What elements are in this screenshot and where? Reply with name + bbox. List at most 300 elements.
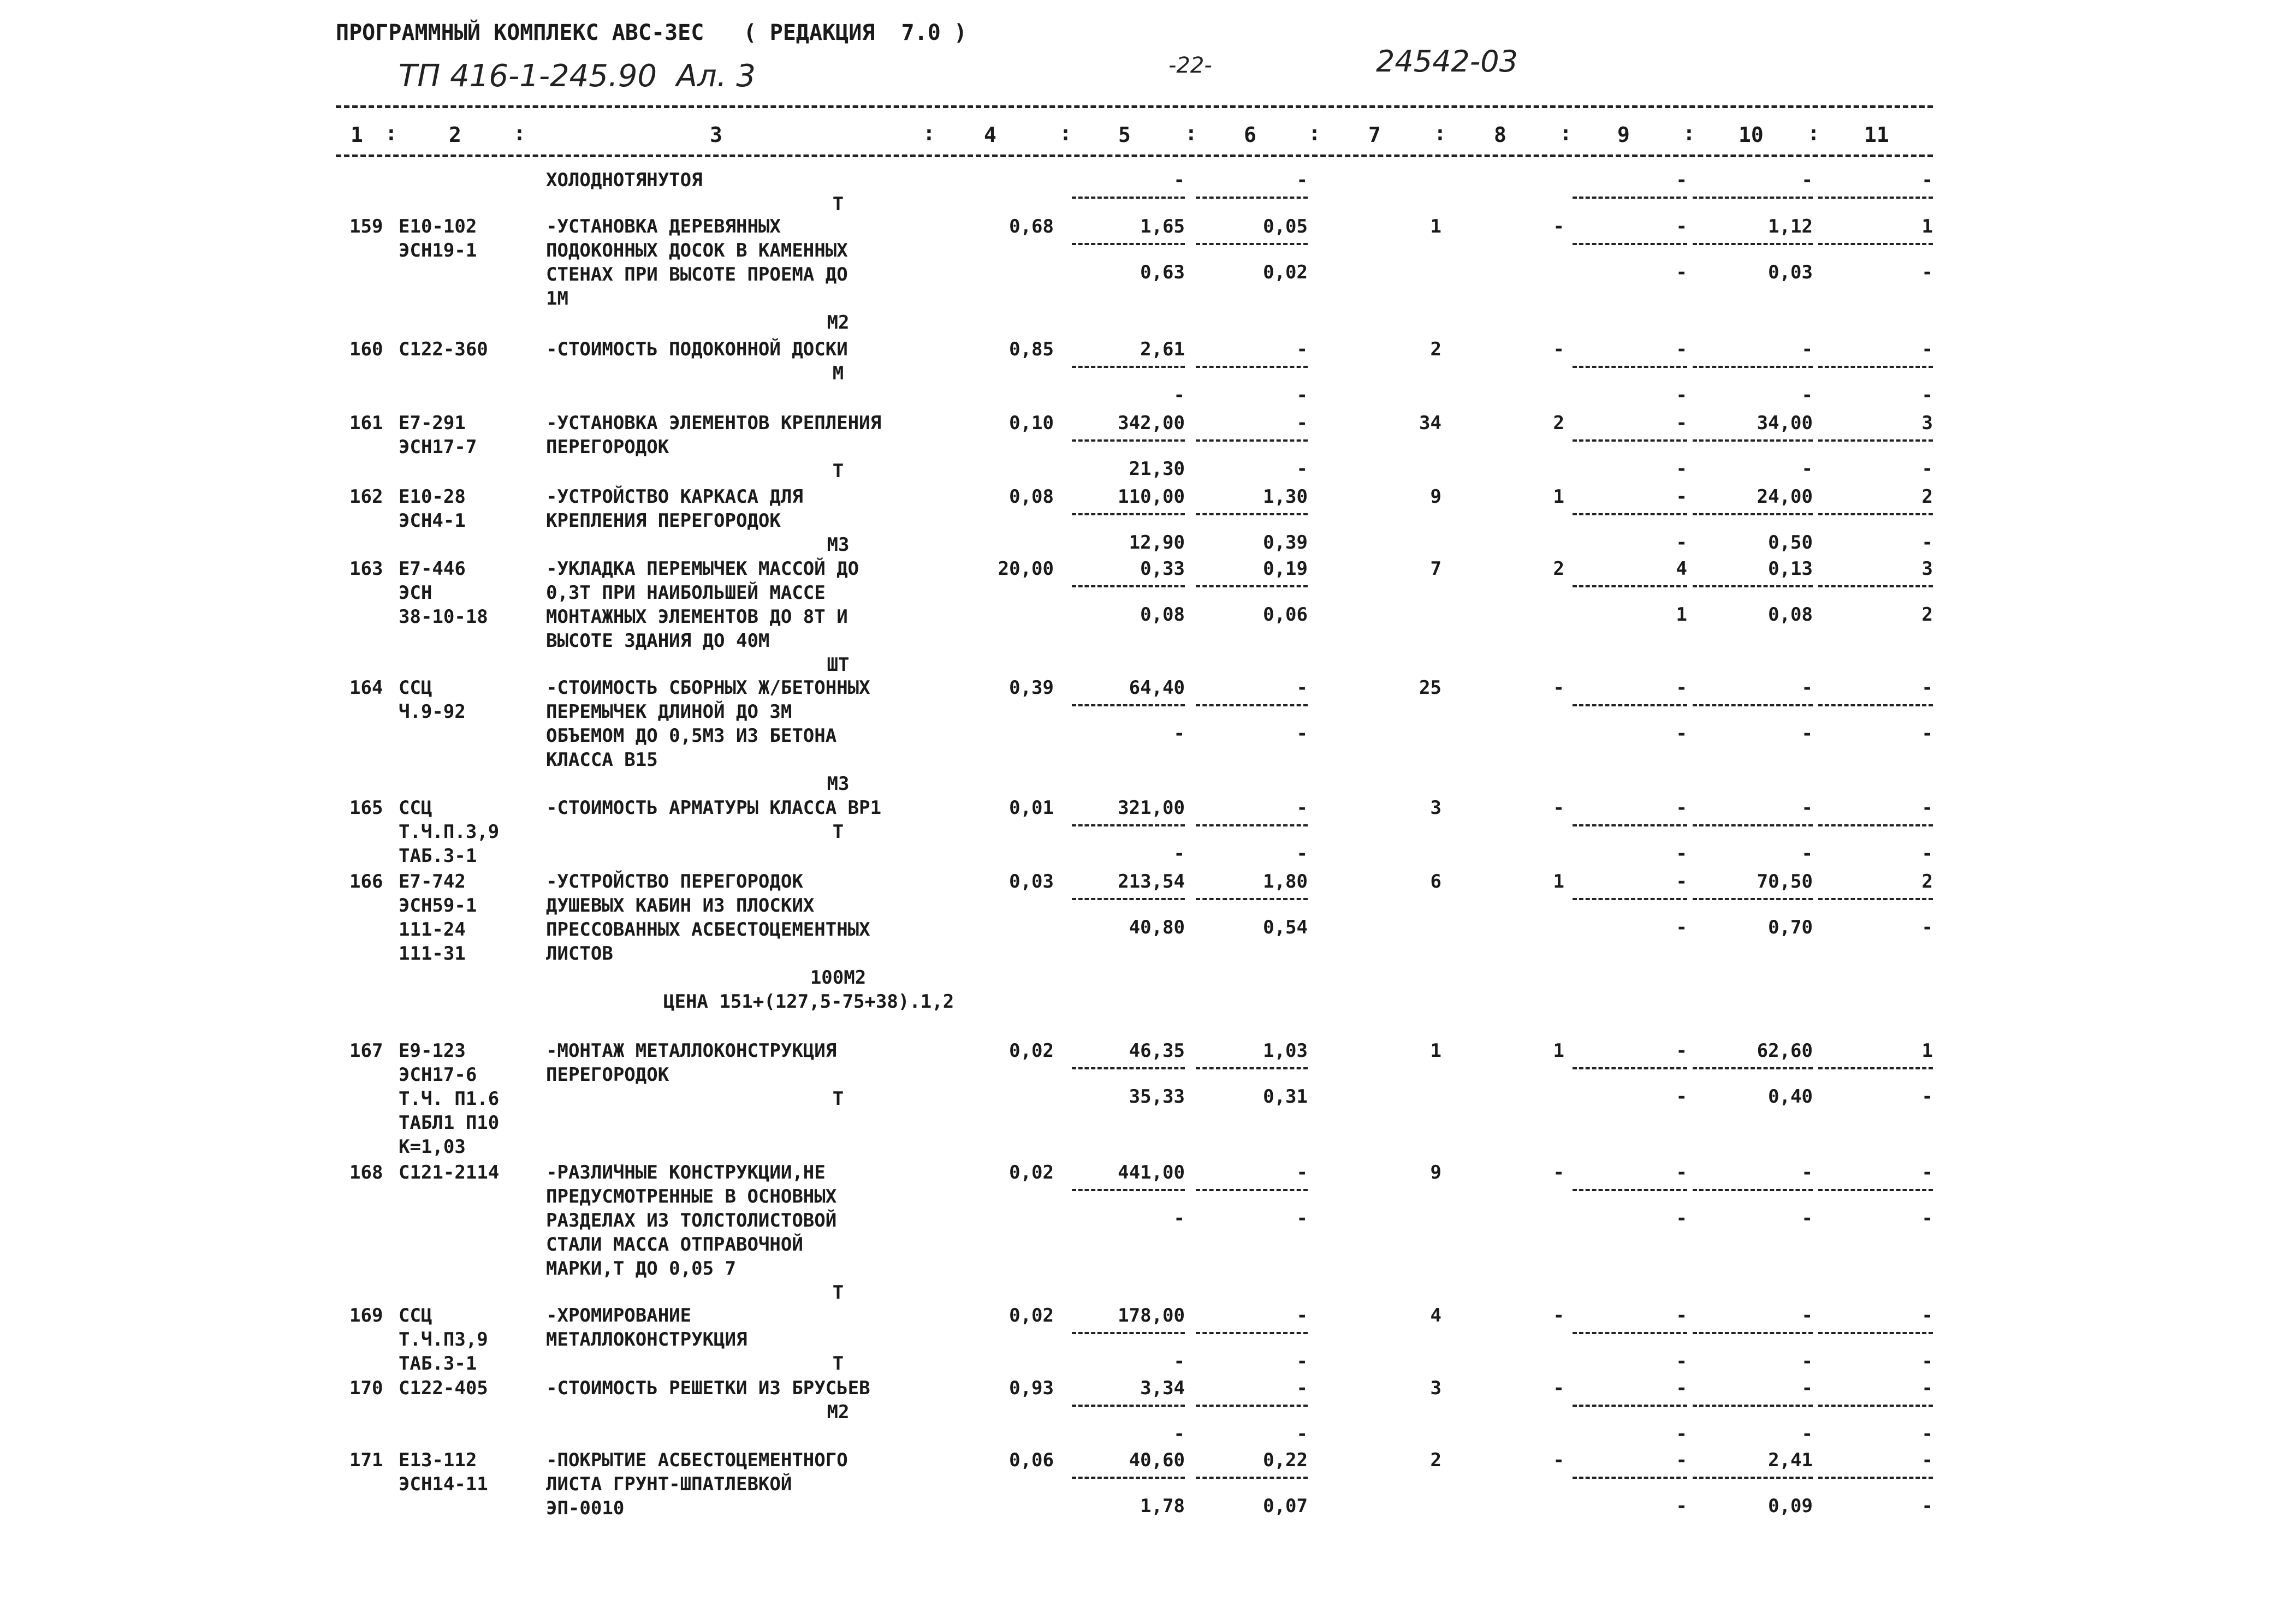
value-separator — [1818, 1405, 1933, 1407]
cell-c6: 1,30 — [1263, 486, 1308, 508]
col-separator: : — [923, 121, 935, 145]
row-description: -УСТАНОВКА ДЕРЕВЯННЫХ — [546, 216, 781, 237]
cell-c6b: - — [1296, 1351, 1308, 1372]
cell-c4: 0,85 — [1009, 338, 1054, 360]
value-separator — [1818, 898, 1933, 900]
cell-c10b: 0,70 — [1768, 917, 1813, 938]
value-separator — [1693, 513, 1813, 515]
value-separator — [1693, 439, 1813, 442]
cell-c9: - — [1676, 1449, 1687, 1471]
row-description: ОБЪЕМОМ ДО 0,5М3 ИЗ БЕТОНА — [546, 725, 837, 747]
value-separator — [1818, 366, 1933, 368]
value-separator — [1693, 1067, 1813, 1069]
cell-c10b: 0,03 — [1768, 261, 1813, 283]
col-header-9: 9 — [1617, 123, 1630, 147]
value-separator — [1693, 243, 1813, 245]
cell-c9b: - — [1676, 723, 1687, 745]
cell-c6: - — [1296, 677, 1308, 699]
row-code: 111-24 — [399, 919, 466, 941]
cell-c4: 0,03 — [1009, 871, 1054, 893]
cell-c11b: - — [1921, 532, 1933, 554]
cell-c7: 1 — [1430, 216, 1441, 237]
row-code: Е13-112 — [399, 1449, 477, 1471]
row-code: С122-405 — [399, 1377, 488, 1399]
cell-c9b: - — [1676, 917, 1687, 938]
row-code: Т.Ч.П.3,9 — [399, 821, 500, 843]
row-description: СТЕНАХ ПРИ ВЫСОТЕ ПРОЕМА ДО — [546, 264, 848, 285]
row-description: ВЫСОТЕ ЗДАНИЯ ДО 40М — [546, 630, 770, 652]
value-separator — [1196, 197, 1308, 199]
cell-c10: 34,00 — [1757, 412, 1813, 434]
row-description: -УКЛАДКА ПЕРЕМЫЧЕК МАССОЙ ДО — [546, 558, 859, 580]
col-header-1: 1 — [351, 123, 363, 147]
value-separator — [1573, 1477, 1687, 1479]
cell-c11: 2 — [1921, 871, 1933, 893]
value-separator — [1072, 243, 1185, 245]
cell-c10b: - — [1801, 1351, 1813, 1372]
row-code: ССЦ — [399, 1305, 432, 1326]
row-description: -СТОИМОСТЬ АРМАТУРЫ КЛАССА ВР1 — [546, 797, 882, 819]
row-code: С121-2114 — [399, 1162, 500, 1183]
cell-c10: 24,00 — [1757, 486, 1813, 508]
cell-c9b: 1 — [1676, 604, 1687, 626]
row-code: ТАБЛ1 П10 — [399, 1112, 500, 1134]
value-separator — [1196, 585, 1308, 587]
cell-c6: 1,03 — [1263, 1040, 1308, 1062]
cell-c5: 46,35 — [1129, 1040, 1185, 1062]
row-unit: 100М2 — [810, 967, 867, 989]
value-separator — [1072, 197, 1185, 199]
value-separator — [1196, 366, 1308, 368]
cell-c10: - — [1801, 169, 1813, 191]
cell-c11: 3 — [1921, 558, 1933, 580]
cell-c5: 321,00 — [1118, 797, 1185, 819]
cell-c6b: - — [1296, 458, 1308, 480]
row-number: 161 — [349, 412, 383, 434]
value-separator — [1693, 1405, 1813, 1407]
value-separator — [1072, 1477, 1185, 1479]
cell-c5: 3,34 — [1140, 1377, 1185, 1399]
value-separator — [1693, 1477, 1813, 1479]
cell-c6: 0,22 — [1263, 1449, 1308, 1471]
row-description: -УСТРОЙСТВО КАРКАСА ДЛЯ — [546, 486, 803, 508]
cell-c8: - — [1553, 338, 1564, 360]
cell-c11b: - — [1921, 1423, 1933, 1445]
row-unit: М2 — [827, 312, 850, 334]
cell-c4: 0,01 — [1009, 797, 1054, 819]
value-separator — [1693, 1332, 1813, 1334]
row-code: Е9-123 — [399, 1040, 466, 1062]
row-code: ЭСН4-1 — [399, 510, 466, 532]
value-separator — [1196, 824, 1308, 826]
cell-c10b: 0,08 — [1768, 604, 1813, 626]
cell-c6b: 0,02 — [1263, 261, 1308, 283]
cell-c7: 3 — [1430, 1377, 1441, 1399]
cell-c11: - — [1921, 677, 1933, 699]
cell-c6b: - — [1296, 723, 1308, 745]
cell-c7: 34 — [1419, 412, 1441, 434]
value-separator — [1072, 1405, 1185, 1407]
col-header-3: 3 — [710, 123, 722, 147]
cell-c5b: - — [1173, 1207, 1185, 1229]
value-separator — [1573, 439, 1687, 442]
cell-c9: - — [1676, 797, 1687, 819]
cell-c10b: - — [1801, 1207, 1813, 1229]
cell-c7: 25 — [1419, 677, 1441, 699]
row-description: МОНТАЖНЫХ ЭЛЕМЕНТОВ ДО 8Т И — [546, 606, 848, 628]
row-description: ЛИСТОВ — [546, 943, 613, 965]
cell-c4: 20,00 — [998, 558, 1054, 580]
cell-c11: - — [1921, 1162, 1933, 1183]
row-number: 170 — [349, 1377, 383, 1399]
value-separator — [1573, 1405, 1687, 1407]
cell-c11: - — [1921, 797, 1933, 819]
cell-c9b: - — [1676, 843, 1687, 865]
col-header-5: 5 — [1118, 123, 1131, 147]
cell-c6: - — [1296, 1377, 1308, 1399]
cell-c11: - — [1921, 1305, 1933, 1326]
value-separator — [1818, 439, 1933, 442]
cell-c8: - — [1553, 1305, 1564, 1326]
value-separator — [1072, 513, 1185, 515]
cell-c9: - — [1676, 1377, 1687, 1399]
value-separator — [1196, 704, 1308, 706]
row-code: ЭСН14-11 — [399, 1473, 488, 1495]
cell-c9: - — [1676, 871, 1687, 893]
row-unit: М2 — [827, 1401, 850, 1423]
row-unit: М3 — [827, 773, 850, 795]
value-separator — [1818, 1067, 1933, 1069]
value-separator — [1818, 197, 1933, 199]
cell-c6: - — [1296, 797, 1308, 819]
cell-c10b: - — [1801, 1423, 1813, 1445]
cell-c5: 2,61 — [1140, 338, 1185, 360]
cell-c7: 4 — [1430, 1305, 1441, 1326]
row-number: 164 — [349, 677, 383, 699]
cell-c6: - — [1296, 412, 1308, 434]
cell-c5b: 1,78 — [1140, 1495, 1185, 1517]
cell-c10: - — [1801, 1305, 1813, 1326]
value-separator — [1818, 513, 1933, 515]
cell-c11: 1 — [1921, 1040, 1933, 1062]
cell-c4: 0,39 — [1009, 677, 1054, 699]
col-separator: : — [1434, 121, 1446, 145]
value-separator — [1818, 585, 1933, 587]
value-separator — [1196, 439, 1308, 442]
value-separator — [1573, 824, 1687, 826]
row-description: -МОНТАЖ МЕТАЛЛОКОНСТРУКЦИЯ — [546, 1040, 837, 1062]
cell-c7: 7 — [1430, 558, 1441, 580]
value-separator — [1818, 243, 1933, 245]
cell-c4: 0,02 — [1009, 1305, 1054, 1326]
col-header-11: 11 — [1864, 123, 1889, 147]
cell-c5: 342,00 — [1118, 412, 1185, 434]
cell-c11: 3 — [1921, 412, 1933, 434]
cell-c7: 9 — [1430, 1162, 1441, 1183]
cell-c9: - — [1676, 338, 1687, 360]
cell-c9: - — [1676, 677, 1687, 699]
cell-c10b: - — [1801, 723, 1813, 745]
cell-c11: - — [1921, 169, 1933, 191]
cell-c11b: 2 — [1921, 604, 1933, 626]
row-description: ПОДОКОННЫХ ДОСОК В КАМЕННЫХ — [546, 240, 848, 261]
row-code: 38-10-18 — [399, 606, 488, 628]
value-separator — [1573, 704, 1687, 706]
cell-c10b: 0,40 — [1768, 1086, 1813, 1108]
row-number: 166 — [349, 871, 383, 893]
col-header-4: 4 — [984, 123, 996, 147]
value-separator — [1693, 585, 1813, 587]
cell-c10b: - — [1801, 843, 1813, 865]
value-separator — [1693, 1189, 1813, 1191]
row-description: -ПОКРЫТИЕ АСБЕСТОЦЕМЕНТНОГО — [546, 1449, 848, 1471]
value-separator — [1573, 513, 1687, 515]
col-header-2: 2 — [449, 123, 461, 147]
cell-c5: 110,00 — [1118, 486, 1185, 508]
cell-c11b: - — [1921, 458, 1933, 480]
cell-c10b: - — [1801, 384, 1813, 406]
cell-c5b: 12,90 — [1129, 532, 1185, 554]
page-number: -22- — [1168, 53, 1212, 78]
row-unit: Т — [832, 193, 844, 215]
cell-c6: - — [1296, 1162, 1308, 1183]
value-separator — [1573, 898, 1687, 900]
value-separator — [1693, 704, 1813, 706]
row-code: Е10-102 — [399, 216, 477, 237]
cell-c4: 0,08 — [1009, 486, 1054, 508]
value-separator — [1196, 243, 1308, 245]
row-number: 159 — [349, 216, 383, 237]
row-unit: Т — [832, 821, 844, 843]
value-separator — [1693, 824, 1813, 826]
cell-c11b: - — [1921, 1207, 1933, 1229]
value-separator — [1573, 585, 1687, 587]
cell-c11: - — [1921, 338, 1933, 360]
cell-c9b: - — [1676, 261, 1687, 283]
cell-c6b: 0,06 — [1263, 604, 1308, 626]
col-separator: : — [1308, 121, 1321, 145]
value-separator — [1196, 898, 1308, 900]
col-separator: : — [1059, 121, 1072, 145]
value-separator — [1072, 824, 1185, 826]
cell-c9b: - — [1676, 1495, 1687, 1517]
row-code: ТАБ.3-1 — [399, 1353, 477, 1375]
cell-c4: 0,06 — [1009, 1449, 1054, 1471]
cell-c8: - — [1553, 1162, 1564, 1183]
cell-c10: 70,50 — [1757, 871, 1813, 893]
row-number: 171 — [349, 1449, 383, 1471]
cell-c4: 0,02 — [1009, 1162, 1054, 1183]
value-separator — [1072, 1067, 1185, 1069]
cell-c5: 441,00 — [1118, 1162, 1185, 1183]
row-description: РАЗДЕЛАХ ИЗ ТОЛСТОЛИСТОВОЙ — [546, 1210, 837, 1232]
cell-c9b: - — [1676, 1086, 1687, 1108]
cell-c6b: - — [1296, 1207, 1308, 1229]
row-number: 165 — [349, 797, 383, 819]
cell-c9: - — [1676, 1040, 1687, 1062]
program-title: ПРОГРАММНЫЙ КОМПЛЕКС АВС-3ЕС ( РЕДАКЦИЯ 7.0 ) — [336, 20, 967, 45]
row-description: 1М — [546, 288, 568, 310]
cell-c10: 62,60 — [1757, 1040, 1813, 1062]
cell-c7: 3 — [1430, 797, 1441, 819]
cell-c9: - — [1676, 216, 1687, 237]
cell-c11b: - — [1921, 384, 1933, 406]
value-separator — [1573, 366, 1687, 368]
col-separator: : — [513, 121, 526, 145]
col-separators: : — [385, 121, 398, 145]
cell-c6: - — [1296, 1305, 1308, 1326]
cell-c6b: 0,07 — [1263, 1495, 1308, 1517]
cell-c9: - — [1676, 1305, 1687, 1326]
row-unit: Т — [832, 460, 844, 482]
row-description: -СТОИМОСТЬ РЕШЕТКИ ИЗ БРУСЬЕВ — [546, 1377, 870, 1399]
cell-c4: 0,93 — [1009, 1377, 1054, 1399]
cell-c11b: - — [1921, 1086, 1933, 1108]
cell-c5b: - — [1173, 1423, 1185, 1445]
cell-c4: 0,68 — [1009, 216, 1054, 237]
row-code: ТАБ.3-1 — [399, 845, 477, 867]
cell-c6b: 0,39 — [1263, 532, 1308, 554]
row-code: ЭСН — [399, 582, 432, 604]
value-separator — [1072, 1332, 1185, 1334]
project-code: ТП 416-1-245.90 Ал. 3 — [399, 58, 756, 94]
cell-c9b: - — [1676, 458, 1687, 480]
cell-c11: - — [1921, 1449, 1933, 1471]
cell-c9b: - — [1676, 1351, 1687, 1372]
value-separator — [1573, 243, 1687, 245]
cell-c7: 2 — [1430, 1449, 1441, 1471]
row-code: 111-31 — [399, 943, 466, 965]
row-description: МЕТАЛЛОКОНСТРУКЦИЯ — [546, 1329, 747, 1351]
cell-c9: 4 — [1676, 558, 1687, 580]
cell-c5: 64,40 — [1129, 677, 1185, 699]
row-code: К=1,03 — [399, 1136, 466, 1158]
row-description: ПЕРЕГОРОДОК — [546, 1064, 669, 1086]
value-separator — [1693, 898, 1813, 900]
cell-c9b: - — [1676, 1423, 1687, 1445]
row-description: ПЕРЕМЫЧЕК ДЛИНОЙ ДО 3М — [546, 701, 792, 723]
col-separator: : — [1683, 121, 1695, 145]
row-number: 168 — [349, 1162, 383, 1183]
row-number: 169 — [349, 1305, 383, 1326]
cell-c9: - — [1676, 169, 1687, 191]
col-separator: : — [1559, 121, 1572, 145]
cell-c5: - — [1173, 169, 1185, 191]
row-number: 162 — [349, 486, 383, 508]
row-unit: Т — [832, 1088, 844, 1110]
cell-c6: - — [1296, 338, 1308, 360]
cell-c5: 213,54 — [1118, 871, 1185, 893]
cell-c8: - — [1553, 677, 1564, 699]
cell-c8: - — [1553, 1449, 1564, 1471]
cell-c6b: 0,54 — [1263, 917, 1308, 938]
cell-c11: 1 — [1921, 216, 1933, 237]
row-code: Е7-742 — [399, 871, 466, 893]
value-separator — [1072, 1189, 1185, 1191]
value-separator — [1818, 704, 1933, 706]
row-code: Т.Ч.П3,9 — [399, 1329, 488, 1351]
value-separator — [1072, 704, 1185, 706]
value-separator — [1072, 898, 1185, 900]
cell-c10: 1,12 — [1768, 216, 1813, 237]
col-header-7: 7 — [1368, 123, 1381, 147]
cell-c5b: 40,80 — [1129, 917, 1185, 938]
cell-c6b: - — [1296, 843, 1308, 865]
col-separator: : — [1807, 121, 1820, 145]
cell-c8: 2 — [1553, 558, 1564, 580]
row-code: ЭСН17-7 — [399, 436, 477, 458]
cell-c6: 0,19 — [1263, 558, 1308, 580]
row-description: МАРКИ,Т ДО 0,05 7 — [546, 1258, 736, 1280]
value-separator — [1818, 1477, 1933, 1479]
header-top-rule — [336, 105, 1933, 108]
cell-c10: - — [1801, 1162, 1813, 1183]
cell-c7: 2 — [1430, 338, 1441, 360]
row-formula: ЦЕНА 151+(127,5-75+38).1,2 — [663, 991, 954, 1013]
cell-c11b: - — [1921, 843, 1933, 865]
cell-c11: 2 — [1921, 486, 1933, 508]
cell-c4: 0,10 — [1009, 412, 1054, 434]
value-separator — [1573, 1189, 1687, 1191]
row-code: ССЦ — [399, 797, 432, 819]
value-separator — [1818, 1189, 1933, 1191]
cell-c10: - — [1801, 338, 1813, 360]
cell-c5b: - — [1173, 843, 1185, 865]
row-code: Е7-446 — [399, 558, 466, 580]
cell-c8: - — [1553, 1377, 1564, 1399]
value-separator — [1196, 1405, 1308, 1407]
col-header-10: 10 — [1739, 123, 1764, 147]
row-number: 167 — [349, 1040, 383, 1062]
row-code: Е10-28 — [399, 486, 466, 508]
cell-c10b: 0,09 — [1768, 1495, 1813, 1517]
value-separator — [1818, 824, 1933, 826]
cell-c10: - — [1801, 677, 1813, 699]
cell-c11b: - — [1921, 723, 1933, 745]
value-separator — [1196, 513, 1308, 515]
row-description: СТАЛИ МАССА ОТПРАВОЧНОЙ — [546, 1234, 803, 1256]
row-number: 163 — [349, 558, 383, 580]
cell-c6b: - — [1296, 384, 1308, 406]
cell-c10b: - — [1801, 458, 1813, 480]
cell-c9: - — [1676, 486, 1687, 508]
value-separator — [1196, 1477, 1308, 1479]
cell-c8: 1 — [1553, 871, 1564, 893]
cell-c9b: - — [1676, 384, 1687, 406]
cell-c6b: - — [1296, 1423, 1308, 1445]
cell-c9: - — [1676, 412, 1687, 434]
header-bottom-rule — [336, 154, 1933, 157]
cell-c5: 40,60 — [1129, 1449, 1185, 1471]
col-header-6: 6 — [1244, 123, 1256, 147]
row-unit: М — [832, 362, 844, 384]
cell-c9: - — [1676, 1162, 1687, 1183]
cell-c8: 1 — [1553, 1040, 1564, 1062]
row-code: Ч.9-92 — [399, 701, 466, 723]
value-separator — [1693, 197, 1813, 199]
cell-c8: 1 — [1553, 486, 1564, 508]
cell-c5b: - — [1173, 384, 1185, 406]
cell-c5b: 21,30 — [1129, 458, 1185, 480]
cell-c7: 6 — [1430, 871, 1441, 893]
cell-c5b: 35,33 — [1129, 1086, 1185, 1108]
row-unit: М3 — [827, 534, 850, 556]
cell-c10: 2,41 — [1768, 1449, 1813, 1471]
row-unit: ШТ — [827, 654, 850, 676]
cell-c10: - — [1801, 797, 1813, 819]
row-description: -СТОИМОСТЬ ПОДОКОННОЙ ДОСКИ — [546, 338, 848, 360]
row-unit: Т — [832, 1282, 844, 1304]
